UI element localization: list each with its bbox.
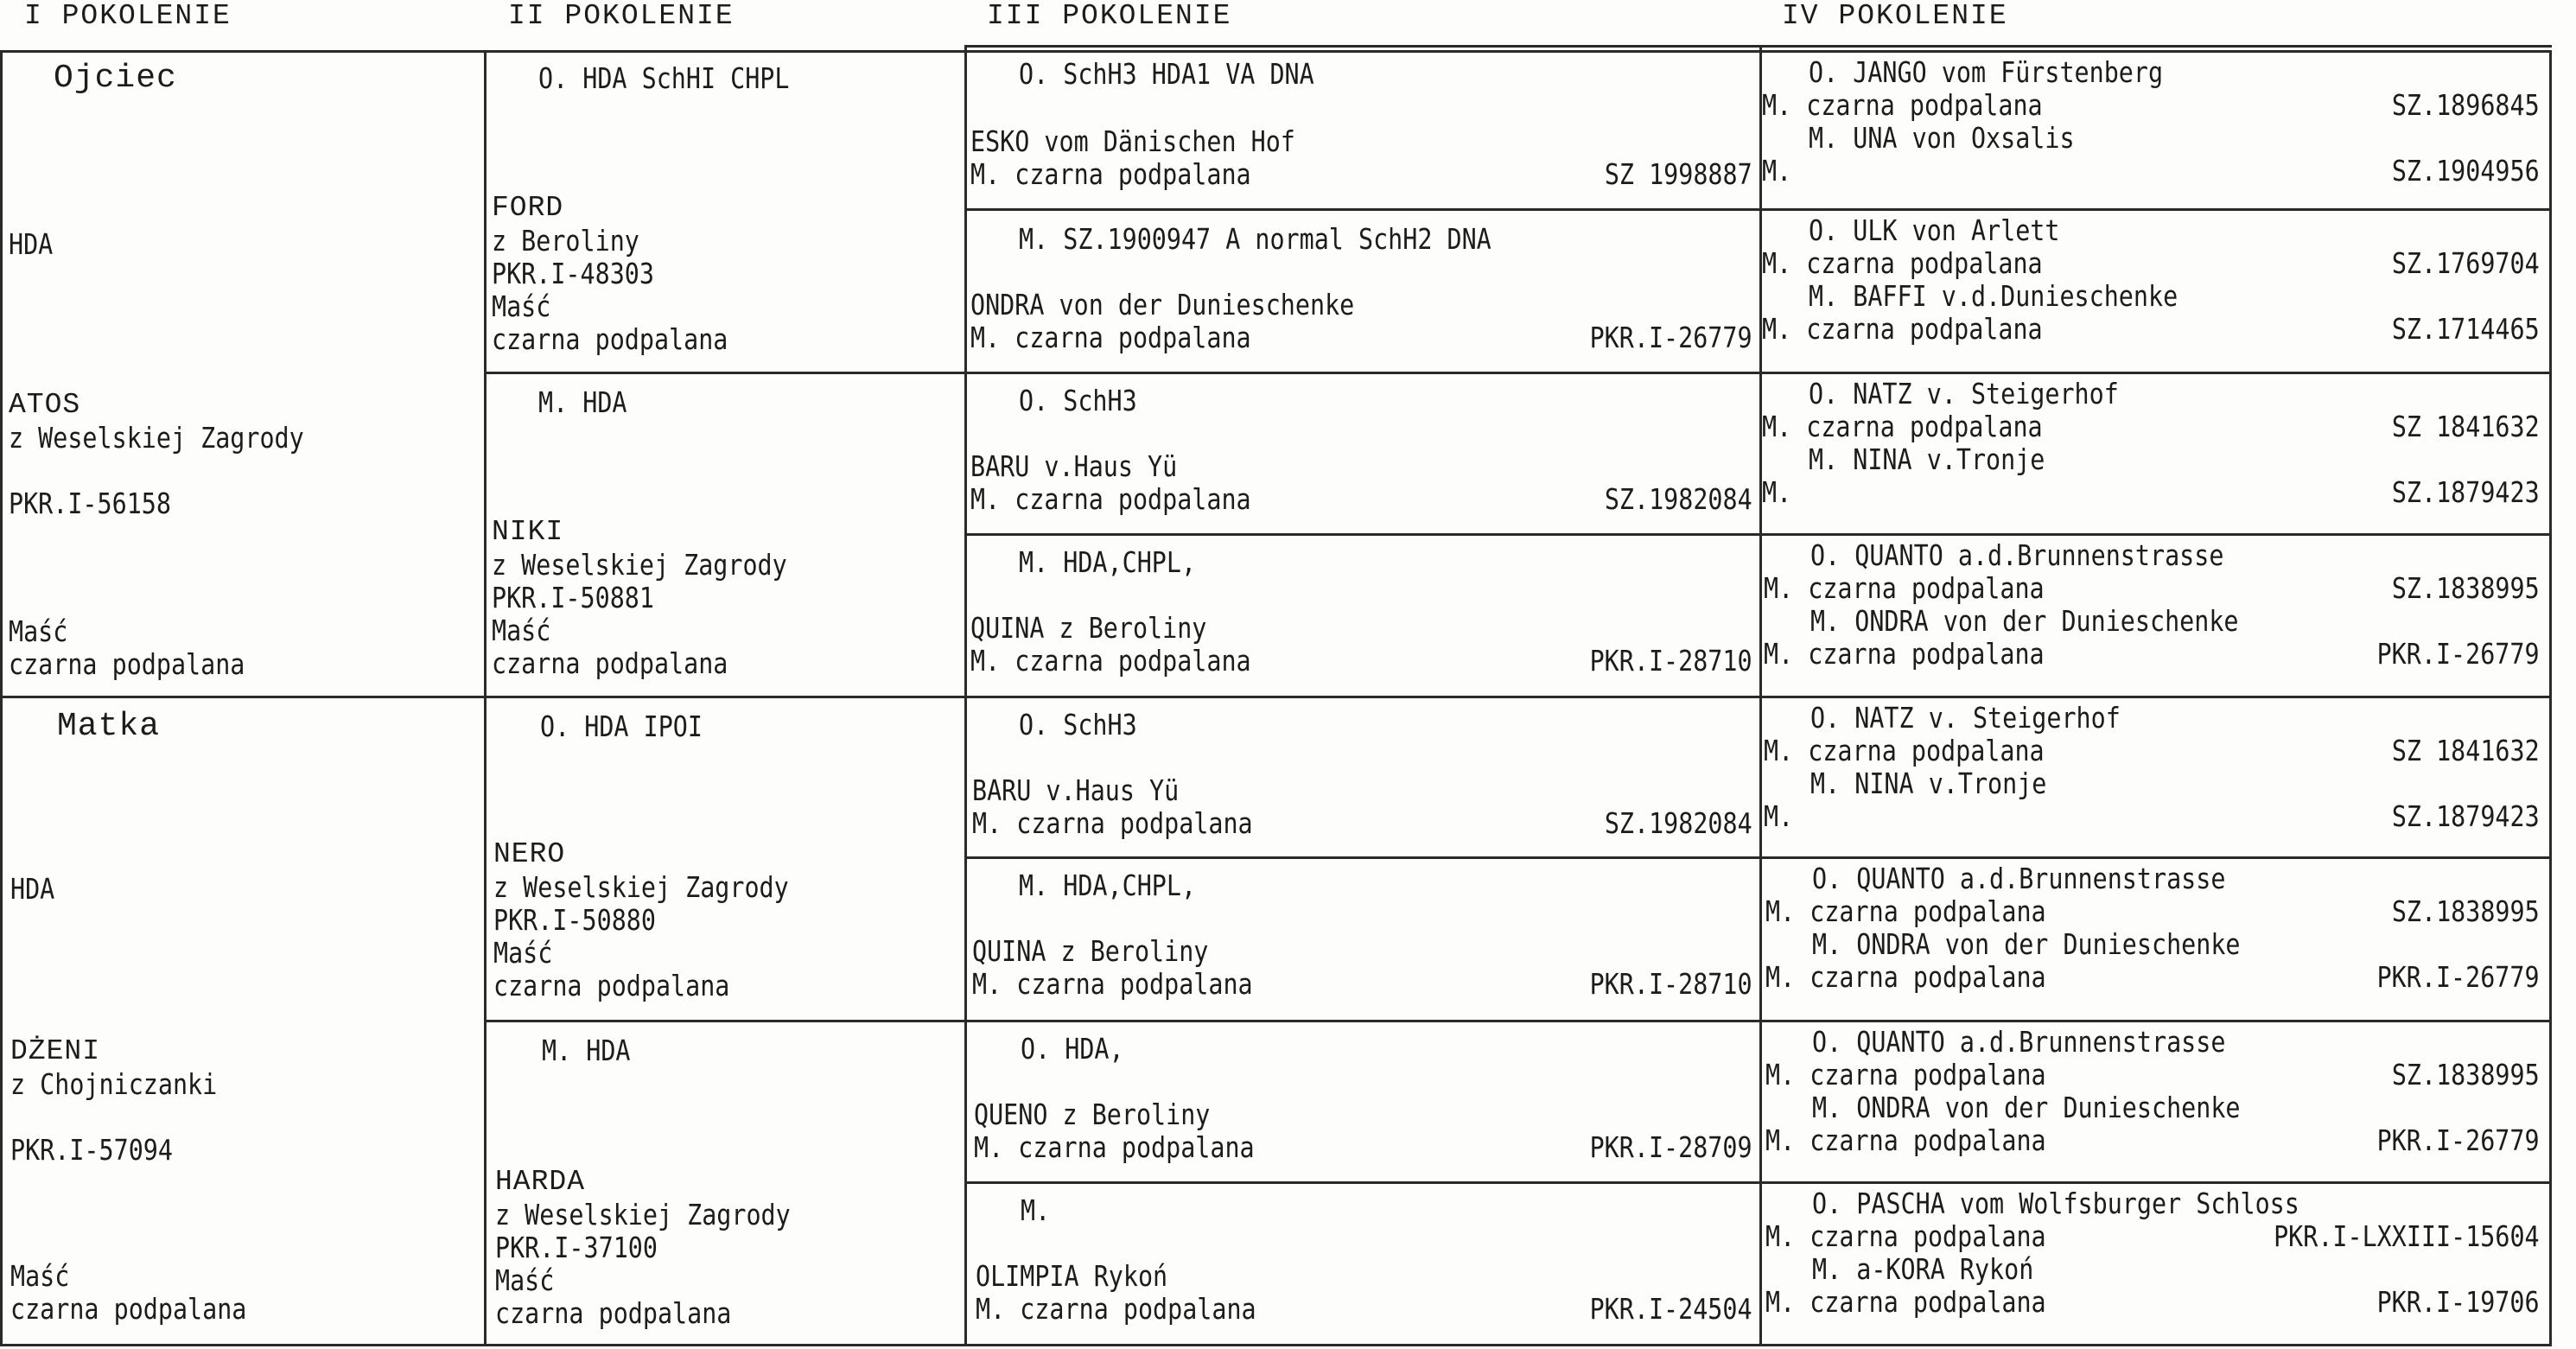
color-label: Maść [10,1259,70,1293]
dam-line: M. BAFFI v.d.Dunieschenke [1809,279,2178,313]
dam-registration: SZ.1879423 [2392,475,2540,509]
dog-name: ATOS [9,389,81,421]
gen3-cell [967,211,1759,372]
sire-registration: SZ 1841632 [2392,410,2540,443]
registration-number: PKR.I-50881 [492,581,654,614]
titles: M. HDA,CHPL, [1019,869,1197,902]
titles: O. SchH3 HDA1 VA DNA [1019,57,1314,91]
gen4-cell [1762,536,2552,696]
dog-name: NERO [493,838,566,870]
header-generation-1: I POKOLENIE [24,0,232,32]
titles: O. SchH3 [1019,708,1137,741]
sire-cell [0,50,484,696]
dam-color: M. czarna podpalana [1764,637,2045,671]
gen4-cell [1762,48,2552,208]
gen3-cell [967,1184,1759,1346]
titles: M. HDA [538,385,627,419]
color-label: Maść [492,614,551,647]
kennel: z Weselskiej Zagrody [495,1198,791,1231]
dam-line: M. UNA von Oxsalis [1809,121,2075,155]
registration-number: SZ.1982084 [1605,482,1752,516]
dog-name: QUENO z Beroliny [974,1098,1211,1131]
gen4-cell [1762,1184,2552,1346]
kennel: z Weselskiej Zagrody [9,421,304,455]
header-generation-4: IV POKOLENIE [1782,0,2008,32]
sire-line: O. QUANTO a.d.Brunnenstrasse [1812,1025,2226,1059]
titles: M. SZ.1900947 A normal SchH2 DNA [1019,222,1492,256]
dam-color: M. [1764,799,1794,833]
color-value: czarna podpalana [10,1292,247,1326]
dog-name: ONDRA von der Dunieschenke [970,288,1355,321]
header-generation-2: II POKOLENIE [508,0,735,32]
dam-line: M. a-KORA Rykoń [1812,1252,2034,1286]
dam-line: M. ONDRA von der Dunieschenke [1812,1091,2241,1124]
role-label: Matka [57,708,161,745]
gen2-cell [487,698,964,1020]
sire-line: O. QUANTO a.d.Brunnenstrasse [1812,862,2226,895]
registration-number: PKR.I-28710 [1590,644,1752,678]
color-value: czarna podpalana [492,322,728,356]
color-value: M. czarna podpalana [970,157,1251,191]
sire-color: M. czarna podpalana [1764,734,2045,767]
titles: O. SchH3 [1019,384,1137,417]
sire-line: O. JANGO vom Fürstenberg [1809,55,2164,89]
registration-number: PKR.I-48303 [492,257,654,290]
sire-line: O. ULK von Arlett [1809,213,2060,247]
sire-registration: SZ.1838995 [2392,1058,2540,1091]
gen3-cell [967,1022,1759,1181]
dam-registration: SZ.1714465 [2392,312,2540,346]
color-value: M. czarna podpalana [976,1292,1256,1326]
dam-registration: PKR.I-26779 [2377,637,2540,671]
registration-number: SZ 1998887 [1605,157,1752,191]
dog-name: FORD [492,192,564,224]
sire-line: O. PASCHA vom Wolfsburger Schloss [1812,1187,2299,1220]
kennel: z Beroliny [492,224,639,258]
dam-cell [0,698,484,1346]
gen2-cell [487,1022,964,1346]
sire-color: M. czarna podpalana [1762,410,2043,443]
sire-color: M. czarna podpalana [1762,246,2043,280]
color-value: czarna podpalana [9,647,245,681]
titles: O. HDA SchHI CHPL [538,61,790,95]
gen3-cell [967,698,1759,856]
titles: M. HDA [542,1034,631,1067]
gen4-cell [1762,374,2552,533]
color-value: czarna podpalana [493,969,730,1002]
dam-color: M. [1762,154,1792,188]
color-value: M. czarna podpalana [970,482,1251,516]
color-label: Maść [9,614,68,648]
dog-name: ESKO vom Dänischen Hof [970,124,1295,158]
titles: HDA [9,227,54,261]
gen4-cell [1762,698,2552,856]
kennel: z Weselskiej Zagrody [492,548,787,582]
sire-color: M. czarna podpalana [1765,894,2046,928]
sire-color: M. czarna podpalana [1765,1058,2046,1091]
dog-name: HARDA [495,1166,586,1198]
dam-line: M. NINA v.Tronje [1810,767,2047,800]
sire-registration: SZ.1896845 [2392,88,2540,122]
color-value: czarna podpalana [495,1296,732,1330]
gen3-cell [967,374,1759,533]
sire-line: O. NATZ v. Steigerhof [1810,701,2121,735]
dog-name: OLIMPIA Rykoń [976,1259,1168,1293]
color-label: Maść [493,936,553,970]
kennel: z Weselskiej Zagrody [493,870,789,904]
registration-number: PKR.I-28710 [1590,967,1752,1001]
titles: M. HDA,CHPL, [1019,545,1197,579]
sire-line: O. QUANTO a.d.Brunnenstrasse [1810,538,2224,572]
gen4-cell [1762,1022,2552,1181]
dam-color: M. czarna podpalana [1762,312,2043,346]
titles: O. HDA, [1021,1032,1124,1066]
color-value: M. czarna podpalana [974,1130,1255,1164]
gen4-cell [1762,859,2552,1020]
registration-number: SZ.1982084 [1605,806,1752,840]
dam-registration: SZ.1879423 [2392,799,2540,833]
dam-color: M. czarna podpalana [1765,1285,2046,1319]
registration-number: PKR.I-57094 [10,1133,173,1167]
dam-line: M. NINA v.Tronje [1809,442,2045,476]
dog-name: QUINA z Beroliny [972,934,1209,968]
registration-number: PKR.I-37100 [495,1231,658,1264]
sire-color: M. czarna podpalana [1765,1219,2046,1253]
registration-number: PKR.I-24504 [1590,1292,1752,1326]
header-generation-3: III POKOLENIE [987,0,1232,32]
dog-name: DŻENI [10,1035,101,1067]
role-label: Ojciec [54,60,177,97]
sire-registration: PKR.I-LXXIII-15604 [2274,1219,2540,1253]
sire-registration: SZ 1841632 [2392,734,2540,767]
gen2-cell [487,374,964,696]
dam-line: M. ONDRA von der Dunieschenke [1812,927,2241,961]
kennel: z Chojniczanki [10,1067,218,1101]
titles: M. [1021,1193,1051,1227]
sire-line: O. NATZ v. Steigerhof [1809,377,2119,410]
color-value: M. czarna podpalana [970,644,1251,678]
color-label: Maść [492,290,551,323]
color-value: M. czarna podpalana [972,806,1253,840]
gen4-cell [1762,211,2552,372]
registration-number: PKR.I-28709 [1590,1130,1752,1164]
dog-name: BARU v.Haus Yü [972,773,1180,807]
dog-name: QUINA z Beroliny [970,611,1207,645]
dam-color: M. [1762,475,1792,509]
color-label: Maść [495,1263,555,1297]
dam-line: M. ONDRA von der Dunieschenke [1810,604,2239,638]
titles: HDA [10,872,55,906]
color-value: czarna podpalana [492,646,728,680]
registration-number: PKR.I-56158 [9,487,171,520]
dam-registration: PKR.I-26779 [2377,1123,2540,1157]
color-value: M. czarna podpalana [970,321,1251,354]
dam-color: M. czarna podpalana [1765,1123,2046,1157]
titles: O. HDA IPOI [540,709,703,743]
sire-registration: SZ.1838995 [2392,894,2540,928]
dog-name: NIKI [492,516,564,548]
gen2-cell [487,50,964,372]
gen3-cell [967,536,1759,696]
sire-color: M. czarna podpalana [1762,88,2043,122]
color-value: M. czarna podpalana [972,967,1253,1001]
gen3-cell [967,859,1759,1020]
sire-registration: SZ.1838995 [2392,571,2540,605]
sire-color: M. czarna podpalana [1764,571,2045,605]
dam-registration: SZ.1904956 [2392,154,2540,188]
dog-name: BARU v.Haus Yü [970,449,1178,483]
registration-number: PKR.I-26779 [1590,321,1752,354]
dam-color: M. czarna podpalana [1765,960,2046,994]
gen3-cell [967,48,1759,208]
dam-registration: PKR.I-19706 [2377,1285,2540,1319]
dam-registration: PKR.I-26779 [2377,960,2540,994]
sire-registration: SZ.1769704 [2392,246,2540,280]
registration-number: PKR.I-50880 [493,903,656,937]
